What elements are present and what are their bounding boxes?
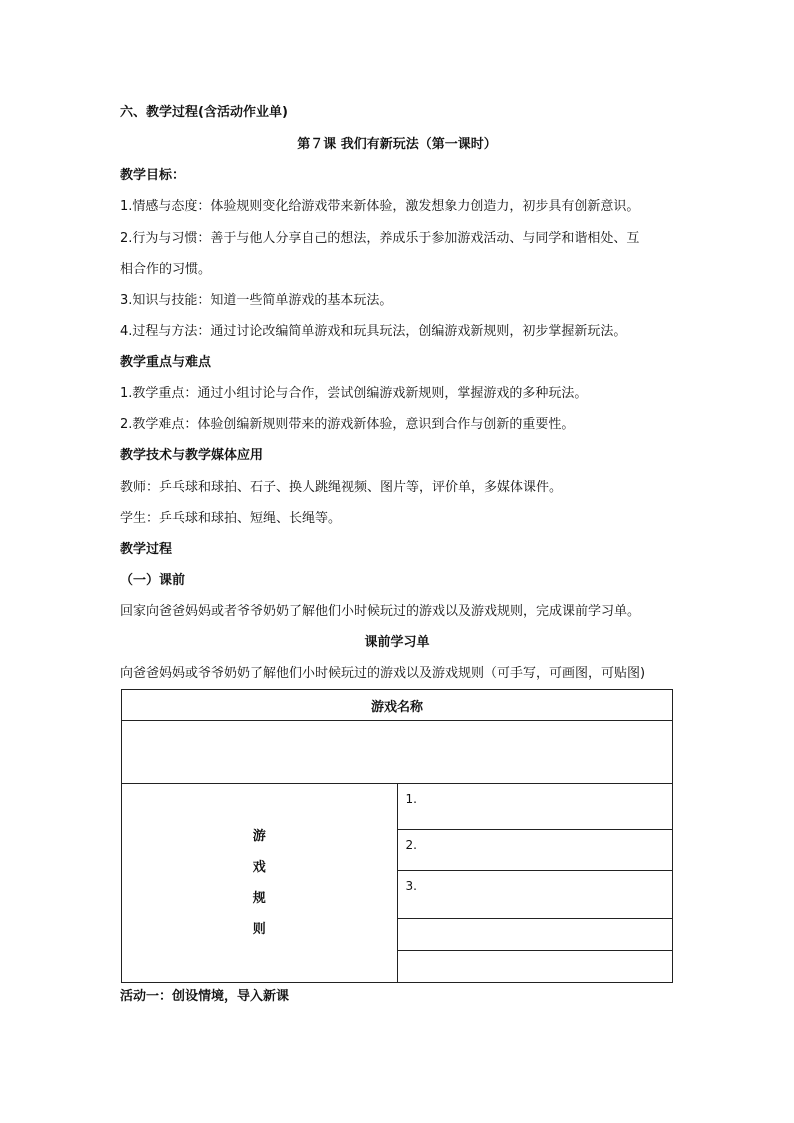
rule-row: 3. — [397, 871, 673, 919]
objective-item: 4.过程与方法：通过讨论改编简单游戏和玩具玩法，创编游戏新规则，初步掌握新玩法。 — [120, 324, 627, 339]
rules-label-char: 则 — [252, 922, 266, 937]
rule-row: 1. — [397, 784, 673, 830]
process-step-text: 回家向爸爸妈妈或者爷爷奶奶了解他们小时候玩过的游戏以及游戏规则，完成课前学习单。 — [120, 604, 641, 619]
key-point-item: 1.教学重点：通过小组讨论与合作，尝试创编游戏新规则，掌握游戏的多种玩法。 — [120, 386, 588, 401]
game-rules-label — [122, 784, 398, 983]
section-heading: 六、教学过程(含活动作业单) — [120, 105, 288, 120]
objective-item: 相合作的习惯。 — [120, 262, 212, 277]
media-item: 教师：乒乓球和球拍、石子、换人跳绳视频、图片等，评价单，多媒体课件。 — [120, 480, 563, 495]
process-step-heading: （一）课前 — [120, 573, 186, 588]
game-name-cell — [122, 721, 673, 784]
objective-item: 3.知识与技能：知道一些简单游戏的基本玩法。 — [120, 293, 393, 308]
rule-row: 2. — [397, 830, 673, 871]
objectives-heading: 教学目标： — [120, 168, 186, 183]
rule-row — [397, 951, 673, 983]
media-item: 学生：乒乓球和球拍、短绳、长绳等。 — [120, 511, 342, 526]
media-heading: 教学技术与教学媒体应用 — [120, 448, 264, 463]
rules-label-char: 规 — [252, 891, 266, 906]
objective-item: 1.情感与态度：体验规则变化给游戏带来新体验，激发想象力创造力，初步具有创新意识。 — [120, 199, 640, 214]
rules-label-char: 游 — [252, 829, 266, 844]
worksheet-instruction: 向爸爸妈妈或爷爷奶奶了解他们小时候玩过的游戏以及游戏规则（可手写，可画图，可贴图) — [120, 666, 646, 681]
process-heading: 教学过程 — [120, 542, 173, 557]
key-points-heading: 教学重点与难点 — [120, 355, 212, 370]
objective-item: 2.行为与习惯：善于与他人分享自己的想法，养成乐于参加游戏活动、与同学和谐相处、互 — [120, 231, 640, 246]
rules-label-char: 戏 — [252, 860, 266, 875]
key-point-item: 2.教学难点：体验创编新规则带来的游戏新体验，意识到合作与创新的重要性。 — [120, 417, 575, 432]
worksheet-table — [121, 689, 673, 983]
activity-heading: 活动一：创设情境，导入新课 — [120, 989, 290, 1004]
game-name-header: 游戏名称 — [122, 690, 673, 721]
lesson-title: 第７课 我们有新玩法（第一课时） — [297, 137, 497, 152]
worksheet-title: 课前学习单 — [364, 635, 430, 650]
rule-row — [397, 919, 673, 951]
